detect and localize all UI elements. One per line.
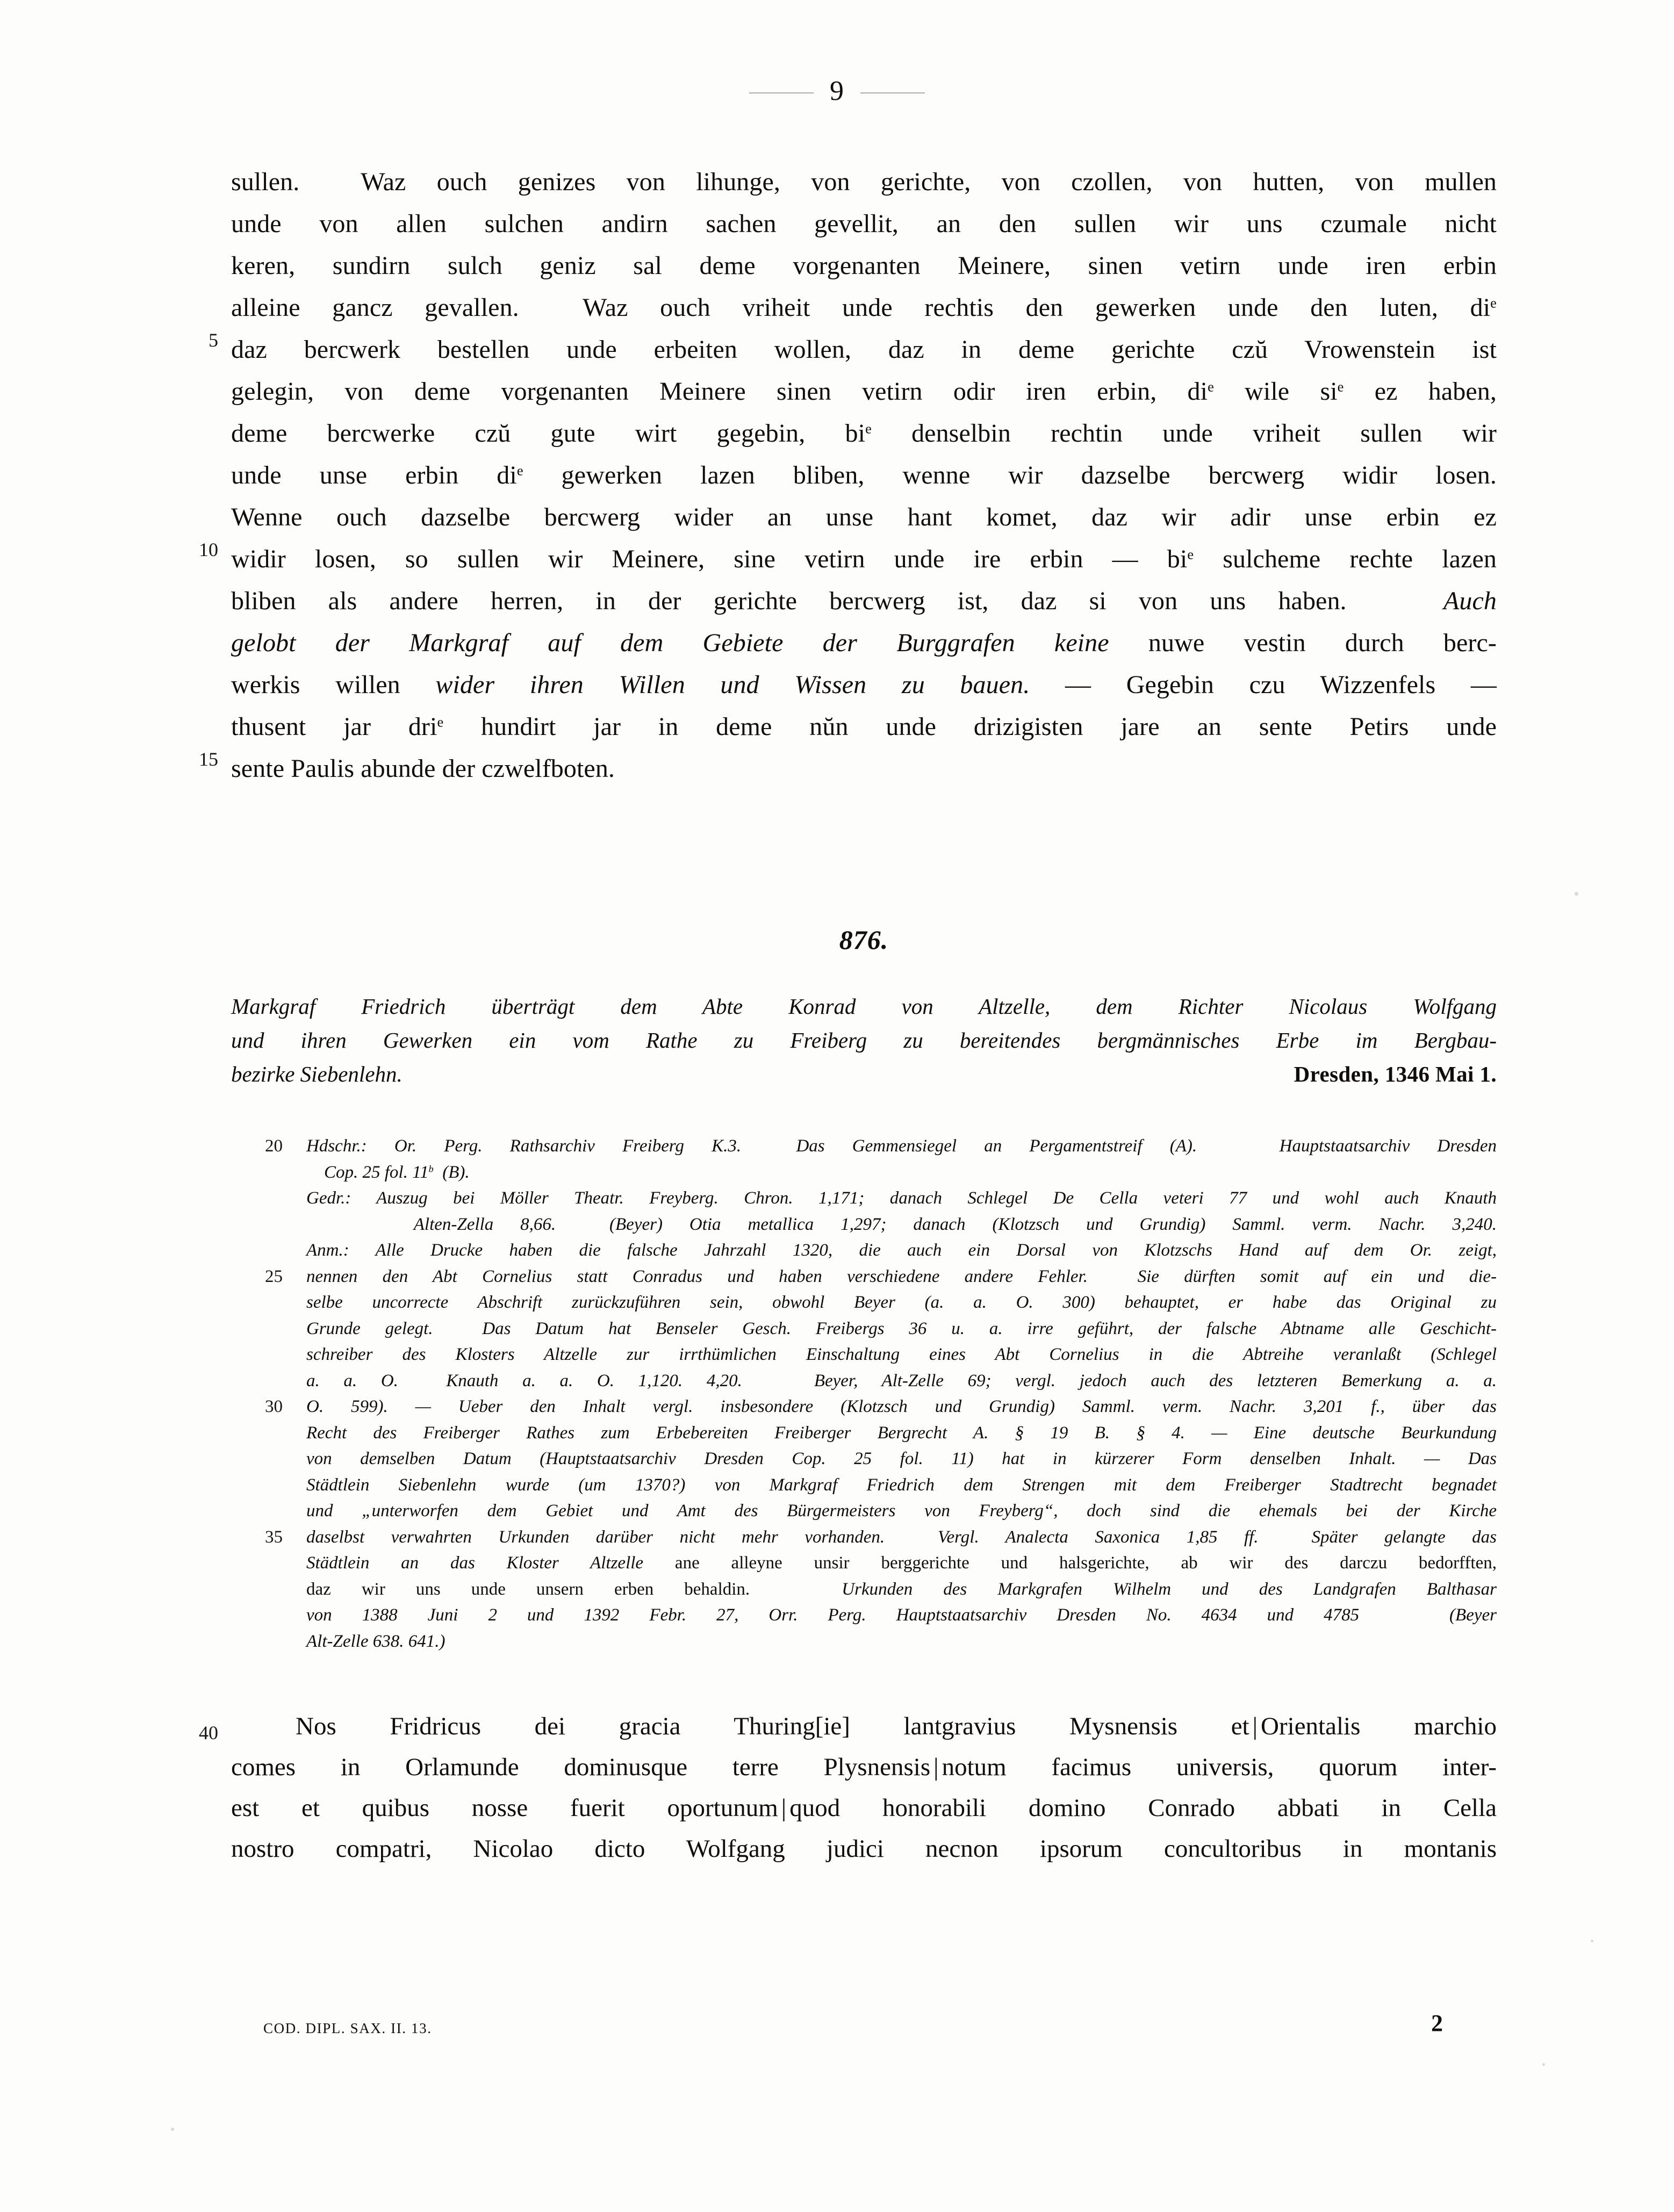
body-line-row (231, 161, 1497, 203)
scan-speck (171, 2128, 174, 2131)
apparatus-line: nennen den Abt Cornelius statt Conradus und haben verschiedene andere Fehler. Sie dürften somit auf ein und die- (306, 1266, 1497, 1286)
apparatus-line: Städtlein Siebenlehn wurde (um 1370?) von Markgraf Friedrich dem Strengen mit dem Freiberger Stadtrecht begnadet (306, 1475, 1497, 1495)
body-line-row (231, 245, 1497, 287)
page-footer (263, 2009, 1443, 2037)
line-number: 15 (199, 748, 218, 770)
apparatus-line: Cop. 25 fol. 11$^b$ (B). (306, 1162, 470, 1182)
charter-text-block (199, 1706, 1497, 1869)
body-line: alleine gancz gevallen. Waz ouch vriheit unde rechtis den gewerken unde den luten, $di^e$ (231, 293, 1497, 322)
running-signature: COD. DIPL. SAX. II. 13. (263, 2020, 432, 2036)
body-line: gelobt der Markgraf auf dem Gebiete der Burggrafen keine nuwe vestin durch berc- (231, 629, 1497, 657)
body-line: deme bercwerke czŭ gute wirt gegebin, $bi^e$ denselbin rechtin unde vriheit sullen wir (231, 419, 1497, 448)
body-line: widir losen, so sullen wir Meinere, sine vetirn unde ire erbin — $bi^e$ sulcheme rechte lazen (231, 545, 1497, 573)
document-number: 876. (839, 925, 889, 955)
apparatus-line: von 1388 Juni 2 und 1392 Febr. 27, Orr. Perg. Hauptstaatsarchiv Dresden No. 4634 und 4785 (Beyer (306, 1605, 1497, 1625)
line-number: 5 (209, 329, 218, 351)
regest-last-line (231, 1057, 1497, 1091)
apparatus-line: schreiber des Klosters Altzelle zur irrthümlichen Einschaltung eines Abt Cornelius in die Abtreihe veranlaßt (Schlegel (306, 1345, 1497, 1364)
body-text-block (199, 161, 1497, 790)
line-number: 20 (265, 1136, 283, 1156)
body-line-row (209, 329, 1497, 371)
body-line-row (231, 203, 1497, 245)
line-number: 35 (265, 1527, 283, 1547)
body-line: thusent jar dri$^e$ hundirt jar in deme nŭn unde drizigisten jare an sente Petirs unde (231, 712, 1497, 741)
regest-line: und ihren Gewerken ein vom Rathe zu Freiberg zu bereitendes bergmännisches Erbe im Bergbau- (231, 1028, 1497, 1053)
charter-line: Nos Fridricus dei gracia Thuring[ie] lantgravius Mysnensis et | Orientalis marchio (296, 1712, 1497, 1740)
apparatus-line: von demselben Datum (Hauptstaatsarchiv Dresden Cop. 25 fol. 11) hat in kürzerer Form denselben Inhalt. — Das (306, 1449, 1497, 1468)
charter-line: nostro compatri, Nicolao dicto Wolfgang judici necnon ipsorum concultoribus in montanis (231, 1835, 1497, 1863)
body-line: keren, sundirn sulch geniz sal deme vorgenanten Meinere, sinen vetirn unde iren erbin (231, 251, 1497, 280)
apparatus-line: Gedr.: Auszug bei Möller Theatr. Freyberg. Chron. 1,171; danach Schlegel De Cella veteri 77 und wohl auch Knauth (306, 1188, 1497, 1208)
text-column (199, 161, 1497, 1869)
line-number: 30 (265, 1397, 283, 1416)
apparatus-body (231, 1133, 1497, 1654)
regest-line: Markgraf Friedrich überträgt dem Abte Konrad von Altzelle, dem Richter Nicolaus Wolfgang (231, 994, 1497, 1019)
apparatus-line: und „unterworfen dem Gebiet und Amt des Bürgermeisters von Freyberg“, doch sind die ehemals bei der Kirche (306, 1501, 1497, 1521)
apparatus-line: Alten-Zella 8,66. (Beyer) Otia metallica 1,297; danach (Klotzsch und Grundig) Samml. verm. Nachr. 3,240. (306, 1214, 1497, 1234)
regest-line: bezirke Siebenlehn. (231, 1062, 403, 1086)
apparatus-block (231, 1133, 1497, 1654)
apparatus-line: Recht des Freiberger Rathes zum Erbebereiten Freiberger Bergrecht A. § 19 B. § 4. — Eine deutsche Beurkundung (306, 1423, 1497, 1443)
apparatus-line: selbe uncorrecte Abschrift zurückzuführen sein, obwohl Beyer (a. a. O. 300) behauptet, er habe das Original zu (306, 1293, 1497, 1312)
body-line: Wenne ouch dazselbe bercwerg wider an unse hant komet, daz wir adir unse erbin ez (231, 503, 1497, 531)
apparatus-line: Alt-Zelle 638. 641.) (306, 1631, 446, 1651)
body-line-row (231, 496, 1497, 538)
body-line-row (199, 538, 1497, 580)
body-line-row (231, 287, 1497, 329)
line-break-mark: | (933, 1753, 939, 1781)
apparatus-line: Hdschr.: Or. Perg. Rathsarchiv Freiberg K.3. Das Gemmensiegel an Pergamentstreif (A). Hauptstaatsarchiv Dresden (306, 1136, 1497, 1156)
body-line-row (199, 748, 1497, 790)
charter-line: comes in Orlamunde dominusque terre Plysnensis | notum facimus universis, quorum inter- (231, 1753, 1497, 1781)
scan-speck (1591, 1940, 1593, 1942)
apparatus-line: Anm.: Alle Drucke haben die falsche Jahrzahl 1320, die auch ein Dorsal von Klotzschs Hand auf dem Or. zeigt, (306, 1241, 1497, 1260)
body-line: sullen. Waz ouch genizes von lihunge, von gerichte, von czollen, von hutten, von mullen (231, 168, 1497, 196)
body-line-row (231, 664, 1497, 706)
apparatus-line: daselbst verwahrten Urkunden darüber nicht mehr vorhanden. Vergl. Analecta Saxonica 1,85 ff. Später gelangte das (306, 1527, 1497, 1547)
folio-header (0, 75, 1674, 107)
sheet-number: 2 (1431, 2010, 1443, 2036)
regest-block (231, 990, 1497, 1091)
body-line-row (231, 706, 1497, 748)
body-line: unde unse erbin $di^e$ gewerken lazen bliben, wenne wir dazselbe bercwerg widir losen. (231, 461, 1497, 489)
body-line: bliben als andere herren, in der gerichte bercwerg ist, daz si von uns haben. Auch (231, 587, 1497, 615)
scan-speck (1542, 2063, 1545, 2066)
apparatus-line: Grunde gelegt. Das Datum hat Benseler Gesch. Freibergs 36 u. a. irre geführt, der falsche Abtname alle Geschicht- (306, 1318, 1497, 1338)
body-line: daz bercwerk bestellen unde erbeiten wollen, daz in deme gerichte czŭ Vrowenstein ist (231, 335, 1497, 364)
line-break-mark: | (1252, 1712, 1258, 1740)
line-number: 10 (199, 539, 218, 560)
folio-rule-left (749, 92, 814, 93)
body-line: gelegin, von deme vorgenanten Meinere sinen vetirn odir iren erbin, $di^e$ wile $si^e$ ez haben, (231, 377, 1497, 406)
dateline: Dresden, 1346 Mai 1. (1294, 1062, 1497, 1086)
folio-rule-right (860, 92, 925, 93)
line-number: 40 (199, 1722, 218, 1743)
apparatus-line: Städtlein an das Kloster Altzelle ane alleyne unsir berggerichte und halsgerichte, ab wir des darczu bedorfften, (306, 1553, 1497, 1573)
apparatus-line: daz wir uns unde unsern erben behaldin. Urkunden des Markgrafen Wilhelm und des Landgrafen Balthasar (306, 1579, 1497, 1599)
apparatus-line: a. a. O. Knauth a. a. O. 1,120. 4,20. Beyer, Alt-Zelle 69; vergl. jedoch auch des letzteren Bemerkung a. a. (306, 1371, 1497, 1390)
apparatus-line: O. 599). — Ueber den Inhalt vergl. insbesondere (Klotzsch und Grundig) Samml. verm. Nachr. 3,201 f., über das (306, 1397, 1497, 1416)
body-line-row (231, 580, 1497, 622)
body-line-row (231, 622, 1497, 664)
body-line: werkis willen wider ihren Willen und Wissen zu bauen. — Gegebin czu Wizzenfels — (231, 671, 1497, 699)
body-line-row (231, 371, 1497, 413)
body-line-row (231, 455, 1497, 496)
line-break-mark: | (781, 1794, 787, 1822)
charter-line: est et quibus nosse fuerit oportunum | quod honorabili domino Conrado abbati in Cella (231, 1794, 1497, 1822)
body-line: sente Paulis abunde der czwelfboten. (231, 754, 615, 783)
line-number: 25 (265, 1267, 283, 1286)
scan-speck (1575, 892, 1578, 896)
body-line-row (231, 413, 1497, 455)
body-line: unde von allen sulchen andirn sachen gevellit, an den sullen wir uns czumale nicht (231, 210, 1497, 238)
page-number: 9 (830, 76, 844, 106)
